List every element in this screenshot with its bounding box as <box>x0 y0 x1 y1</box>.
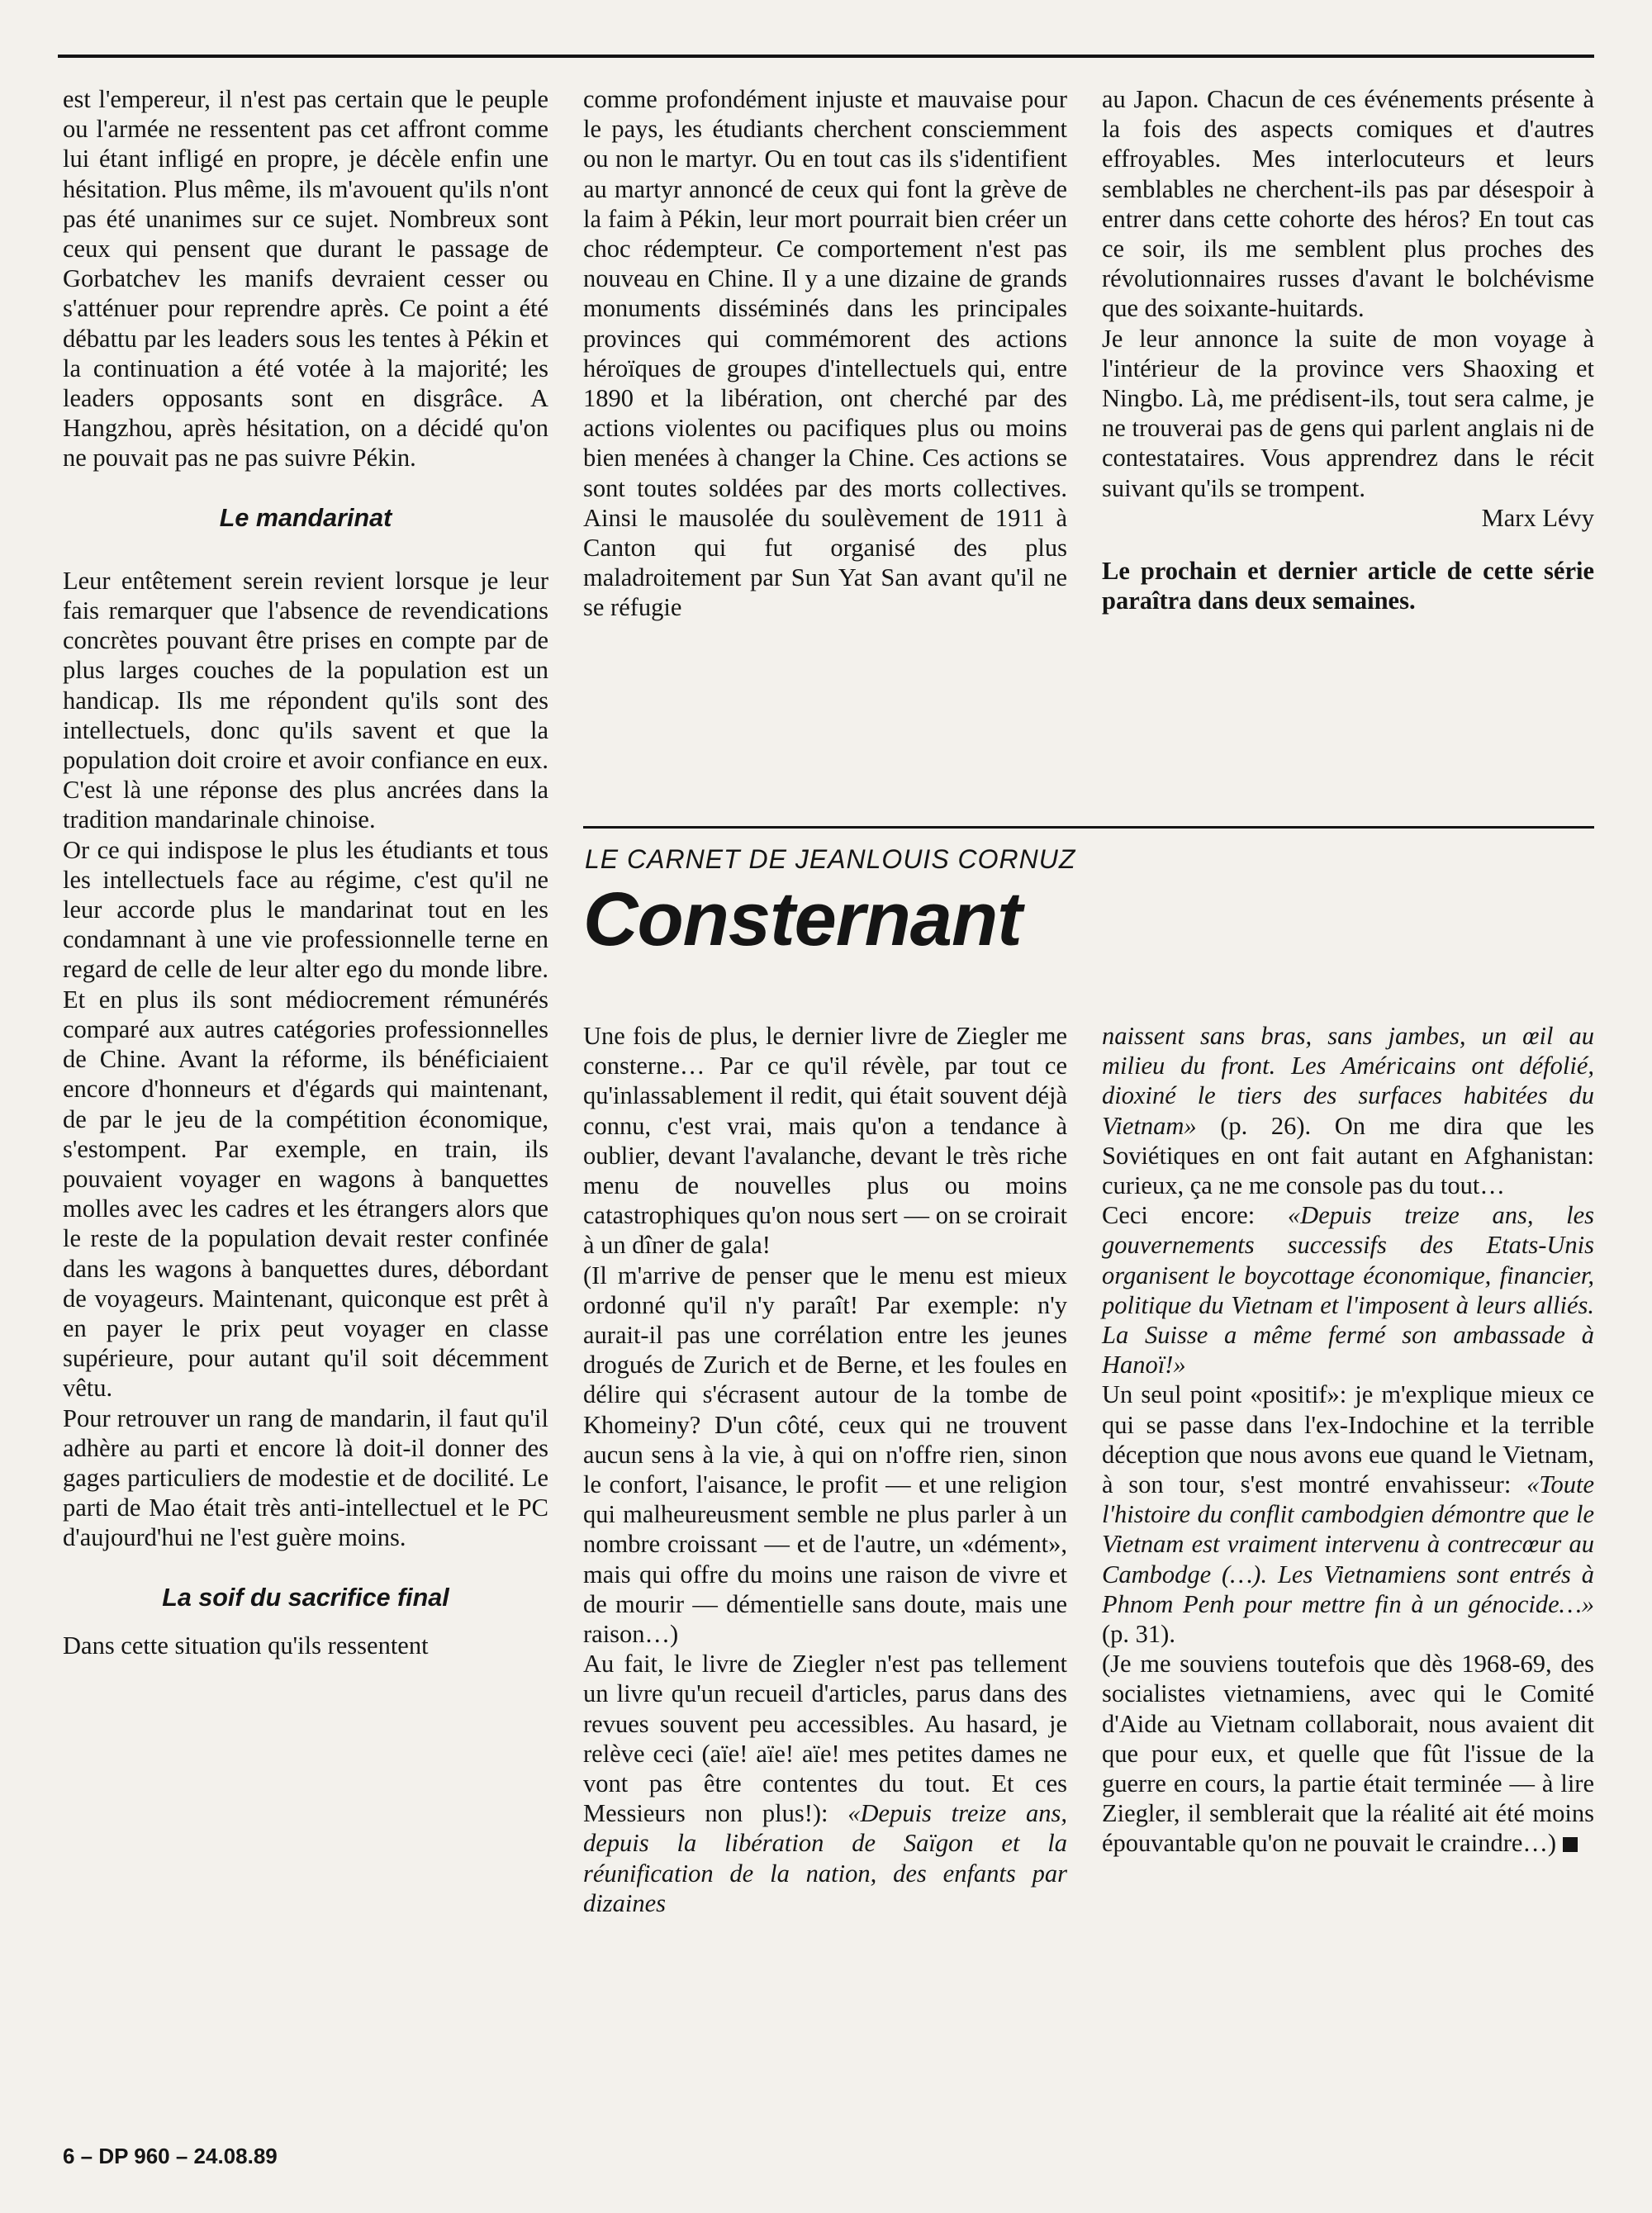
quotation: «Depuis treize ans, les gouvernements successifs des Etats-Unis organisent le boycottage économique, financier, politique du Vietnam et l'imposent à leurs alliés. La Suisse a même fermé son ambassade à Hanoï!» <box>1102 1201 1594 1380</box>
column-right-top <box>1102 84 1594 615</box>
paragraph: comme profondément injuste et mauvaise pour le pays, les étudiants cherchent consciemment ou non le martyr. Ou en tout cas ils s'identifient au martyr annoncé de ceux qui font la grève de la faim à Pékin, leur mort pourrait bien créer un choc rédempteur. Ce comportement n'est pas nouveau en Chine. Il y a une dizaine de grands monuments disséminés dans les principales provinces qui commémorent des actions héroïques de groupes d'intellectuels qui, entre 1890 et la libération, ont cherché par des actions violentes ou pacifiques plus ou moins bien menées à changer la Chine. Ces actions se sont toutes soldées par des morts collectives. Ainsi le mausolée du soulèvement de 1911 à Canton qui fut organisé des plus maladroitement par Sun Yat San avant qu'il ne se réfugie <box>583 85 1067 622</box>
column-left <box>63 84 548 1660</box>
paragraph <box>583 1649 1067 1918</box>
author-signature: Marx Lévy <box>1481 503 1594 532</box>
paragraph: au Japon. Chacun de ces événements présente à la fois des aspects comiques et d'autres effroyables. Mes interlocuteurs et leurs semblables ne cherchent-ils pas par désespoir à entrer dans cette cohorte des héros? En tout cas ce soir, ils me semblent plus proches des révolutionnaires russes d'avant le bolchévisme que des soixante-huitards. <box>1102 85 1594 323</box>
section-rule <box>583 826 1594 829</box>
subheading-mandarinat: Le mandarinat <box>219 503 392 532</box>
paragraph: Pour retrouver un rang de mandarin, il faut qu'il adhère au parti et encore là doit-il donner des gages particuliers de modestie et de docilité. Le parti de Mao était très anti-intellectuel et le PC d'aujourd'hui ne l'est guère moins. <box>63 1403 548 1552</box>
paragraph <box>1102 1200 1594 1380</box>
paragraph: Or ce qui indispose le plus les étudiants et tous les intellectuels face au régime, c'est qu'il ne leur accorde plus le mandarinat tout en les condamnant à une vie professionnelle terne en regard de celle de leur alter ego du monde libre. Et en plus ils sont médiocrement rémunérés comparé aux autres catégories professionnelles de Chine. Avant la réforme, ils bénéficiaient encore d'honneurs et d'égards qui maintenant, de par le jeu de la compétition économique, s'estompent. Par exemple, en train, ils pouvaient voyager en wagons à banquettes molles avec les cadres et les étrangers alors que le reste de la population devait rester confinée dans les wagons à banquettes dures, débordant de voyageurs. Maintenant, quiconque est prêt à en payer le prix peut voyager en classe supérieure, pour autant qu'il soit décemment vêtu. <box>63 835 548 1403</box>
paragraph <box>1102 1021 1594 1200</box>
quotation: naissent sans bras, sans jambes, un œil au milieu du front. Les Américains ont défolié, dioxiné le tiers des surfaces habitées du Vietnam» <box>1102 1022 1594 1140</box>
paragraph <box>1102 1380 1594 1649</box>
paragraph <box>1102 1649 1594 1858</box>
paragraph-text: (p. 31). <box>1102 1620 1175 1649</box>
column-middle-top <box>583 84 1067 623</box>
quotation: «Toute l'histoire du conflit cambodgien démontre que le Vietnam est vraiment intervenu à contrecœur au Cambodge (…). Les Vietnamiens sont entrés à Phnom Penh pour mettre fin à un génocide…» <box>1102 1470 1594 1618</box>
carnet-column-right <box>1102 1021 1594 1859</box>
carnet-column-left <box>583 1021 1067 1918</box>
paragraph-text: (Je me souviens toutefois que dès 1968-69, des socialistes vietnamiens, avec qui le Comité d'Aide au Vietnam collaborait, nous avaient dit que pour eux, et quelle que fût l'issue de la guerre en cours, la partie était terminée — à lire Ziegler, il semblerait que la réalité ait été moins épouvantable qu'on ne pouvait le craindre…) <box>1102 1650 1594 1858</box>
quotation: «Depuis treize ans, depuis la libération de Saïgon et la réunification de la nation, des enfants par dizaines <box>583 1799 1067 1917</box>
series-notice: Le prochain et dernier article de cette série paraîtra dans deux semaines. <box>1102 557 1594 615</box>
subheading-sacrifice: La soif du sacrifice final <box>162 1583 449 1612</box>
article-title: Consternant <box>583 877 1022 962</box>
paragraph: Dans cette situation qu'ils ressentent <box>63 1631 429 1660</box>
paragraph: Je leur annonce la suite de mon voyage à l'intérieur de la province vers Shaoxing et Ningbo. Là, me prédisent-ils, tout sera calme, je ne trouverai pas de gens qui parlent anglais ni de contestataires. Vous apprendrez dans le récit suivant qu'ils se trompent. <box>1102 324 1594 502</box>
paragraph: Leur entêtement serein revient lorsque je leur fais remarquer que l'absence de revendications concrètes pouvant être prises en compte par de plus larges couches de la population est un handicap. Ils me répondent qu'ils sont des intellectuels, donc qu'ils savent et que la population doit croire et avoir confiance en eux. C'est là une réponse des plus ancrées dans la tradition mandarinale chinoise. <box>63 566 548 834</box>
paragraph-text: Au fait, le livre de Ziegler n'est pas tellement un livre qu'un recueil d'articles, parus dans des revues souvent peu accessibles. Au hasard, je relève ceci (aïe! aïe! aïe! mes petites dames ne vont pas être contentes du tout. Et ces Messieurs non plus!): <box>583 1650 1067 1828</box>
paragraph-text: Un seul point «positif»: je m'explique mieux ce qui se passe dans l'ex-Indochine et la terrible déception que nous avons eue quand le Vietnam, à son tour, s'est montré envahisseur: <box>1102 1380 1594 1499</box>
page-footer: 6 – DP 960 – 24.08.89 <box>63 2144 278 2168</box>
end-of-article-mark <box>1563 1837 1578 1852</box>
paragraph-text: (p. 26). On me dira que les Soviétiques en ont fait autant en Afghanistan: curieux, ça ne me console pas du tout… <box>1102 1111 1594 1200</box>
top-rule <box>58 55 1594 58</box>
paragraph: est l'empereur, il n'est pas certain que le peuple ou l'armée ne ressentent pas cet affront comme lui étant infligé en propre, je décèle enfin une hésitation. Plus même, ils m'avouent qu'ils n'ont pas été unanimes sur ce sujet. Nombreux sont ceux qui pensent que durant le passage de Gorbatchev les manifs devraient cesser ou s'atténuer pour reprendre après. Ce point a été débattu par les leaders sous les tentes à Pékin et la continuation a été votée à la majorité; les leaders opposants sont en disgrâce. A Hangzhou, après hésitation, on a décidé qu'on ne pouvait pas ne pas suivre Pékin. <box>63 85 548 473</box>
paragraph-text: Ceci encore: <box>1102 1201 1288 1230</box>
paragraph: (Il m'arrive de penser que le menu est mieux ordonné qu'il n'y paraît! Par exemple: n'y aurait-il pas une corrélation entre les jeunes drogués de Zurich et de Berne, et les foules en délire qui s'écrasent autour de la tombe de Khomeiny? D'un côté, ceux qui ne trouvent aucun sens à la vie, à qui on n'offre rien, sinon le confort, l'aisance, le profit — et une religion qui malheureusment semble ne plus parler à un nombre croissant — et de l'autre, un «dément», mais qui offre du moins une raison de vivre et de mourir — démentielle sans doute, mais une raison…) <box>583 1261 1067 1649</box>
paragraph: Une fois de plus, le dernier livre de Ziegler me consterne… Par ce qu'il révèle, par tout ce qu'inlassablement il redit, qui était souvent déjà connu, c'est vrai, mais qu'on a tendance à oublier, devant l'avalanche, devant le très riche menu de nouvelles plus ou moins catastrophiques qu'on nous sert — on se croirait à un dîner de gala! <box>583 1022 1067 1260</box>
column-kicker: LE CARNET DE JEANLOUIS CORNUZ <box>585 844 1076 874</box>
